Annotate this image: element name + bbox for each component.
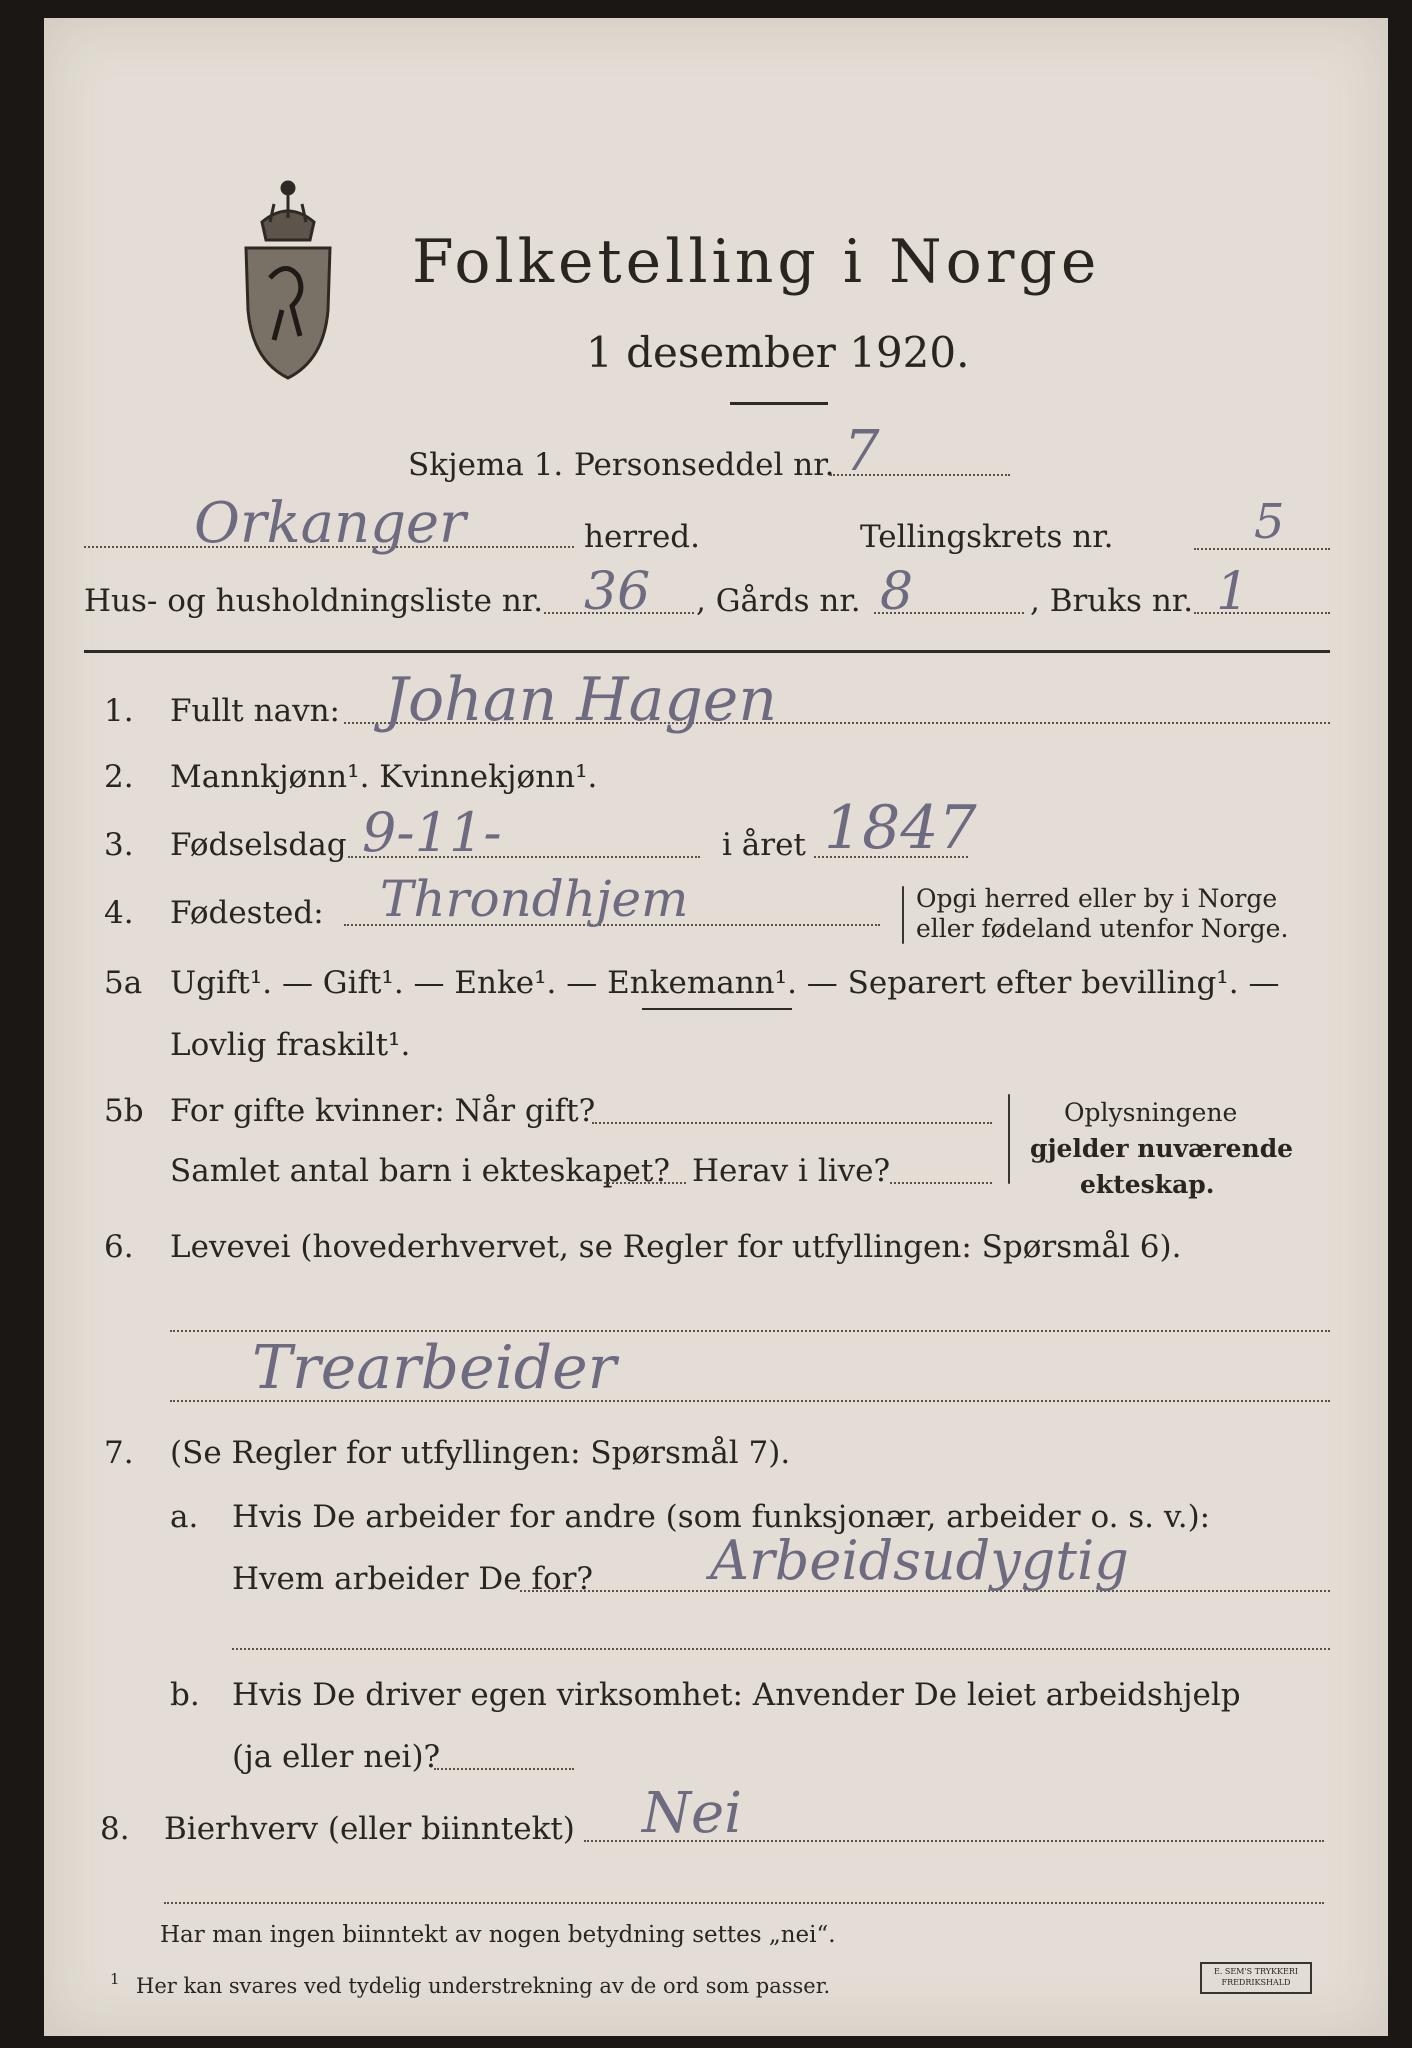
q5b-note-line3: ekteskap.	[1080, 1170, 1215, 1199]
husliste-value: 36	[584, 562, 651, 622]
q3-number: 3.	[104, 827, 134, 863]
form-date: 1 desember 1920.	[586, 328, 970, 377]
q5a-marital-options-cont: Lovlig fraskilt¹.	[170, 1027, 411, 1063]
footnote-text: Her kan svares ved tydelig understrekning av de ord som passer.	[136, 1974, 831, 1998]
printer-mark-line1: E. SEM'S TRYKKERI	[1213, 1967, 1299, 1976]
herred-value: Orkanger	[194, 491, 466, 556]
q7b-line2: (ja eller nei)?	[232, 1739, 441, 1775]
q8-label: Bierhverv (eller biinntekt)	[164, 1811, 575, 1847]
norwegian-coat-of-arms-icon	[240, 160, 336, 380]
q5a-number: 5a	[104, 965, 143, 1001]
q7a-letter: a.	[170, 1499, 199, 1535]
q1-full-name-value: Johan Hagen	[384, 665, 777, 735]
q6-number: 6.	[104, 1229, 134, 1265]
husliste-label: Hus- og husholdningsliste nr.	[84, 583, 544, 619]
q8-secondary-income-value: Nei	[642, 1781, 743, 1846]
q1-number: 1.	[104, 693, 134, 729]
footer-note: Har man ingen biinntekt av nogen betydning settes „nei“.	[160, 1922, 836, 1948]
form-title: Folketelling i Norge	[412, 227, 1101, 297]
q7b-line1: Hvis De driver egen virksomhet: Anvender De leiet arbeidshjelp	[232, 1677, 1241, 1713]
q4-number: 4.	[104, 895, 134, 931]
bruks-label: , Bruks nr.	[1030, 583, 1194, 619]
q7-label: (Se Regler for utfyllingen: Spørsmål 7).	[170, 1435, 791, 1471]
q4-note-line2: eller fødeland utenfor Norge.	[916, 914, 1289, 943]
title-divider	[730, 402, 828, 405]
q1-label: Fullt navn:	[170, 693, 340, 729]
q4-label: Fødested:	[170, 895, 324, 931]
q7a-line1: Hvis De arbeider for andre (som funksjonær, arbeider o. s. v.):	[232, 1499, 1211, 1535]
q4-birthplace-value: Throndhjem	[380, 870, 689, 928]
gards-value: 8	[880, 562, 914, 622]
q7a-line2: Hvem arbeider De for?	[232, 1561, 594, 1597]
q2-number: 2.	[104, 759, 134, 795]
census-form-sheet	[44, 18, 1388, 2036]
bruks-value: 1	[1216, 562, 1250, 622]
personseddel-value: 7	[844, 419, 880, 484]
q3-birthyear-value: 1847	[824, 793, 977, 863]
q4-note-line1: Opgi herred eller by i Norge	[916, 884, 1278, 913]
tellingskrets-label: Tellingskrets nr.	[860, 519, 1114, 555]
q5b-married-label: For gifte kvinner: Når gift?	[170, 1093, 596, 1129]
q5b-note-line2: gjelder nuværende	[1030, 1134, 1294, 1163]
q3-year-label: i året	[722, 827, 806, 863]
personseddel-label: Personseddel nr.	[574, 447, 835, 483]
q5b-alive-label: Herav i live?	[692, 1153, 891, 1189]
enkemann-underline	[642, 1008, 792, 1010]
q6-label: Levevei (hovederhvervet, se Regler for utfyllingen: Spørsmål 6).	[170, 1229, 1182, 1265]
tellingskrets-value: 5	[1254, 494, 1285, 550]
herred-label: herred.	[584, 519, 700, 555]
q5b-children-label: Samlet antal barn i ekteskapet?	[170, 1153, 670, 1189]
footnote-mark: 1	[110, 1970, 120, 1988]
q5b-number: 5b	[104, 1093, 144, 1129]
gards-label: , Gårds nr.	[696, 583, 861, 619]
printer-mark-line2: FREDRIKSHALD	[1221, 1978, 1291, 1987]
printer-mark	[1200, 1962, 1312, 1994]
q7b-letter: b.	[170, 1677, 200, 1713]
q8-number: 8.	[100, 1811, 130, 1847]
header-divider	[84, 650, 1330, 653]
q7-number: 7.	[104, 1435, 134, 1471]
q5b-note-line1: Oplysningene	[1064, 1098, 1238, 1127]
q3-label: Fødselsdag	[170, 827, 347, 863]
q6-occupation-value: Trearbeider	[252, 1333, 617, 1403]
q2-sex-options: Mannkjønn¹. Kvinnekjønn¹.	[170, 759, 598, 795]
q3-birthdate-value: 9-11-	[362, 801, 502, 864]
schema-label: Skjema 1.	[408, 447, 564, 483]
q5a-marital-options: Ugift¹. — Gift¹. — Enke¹. — Enkemann¹. — Separert efter bevilling¹. —	[170, 965, 1280, 1001]
q7a-employer-value: Arbeidsudygtig	[710, 1529, 1129, 1592]
